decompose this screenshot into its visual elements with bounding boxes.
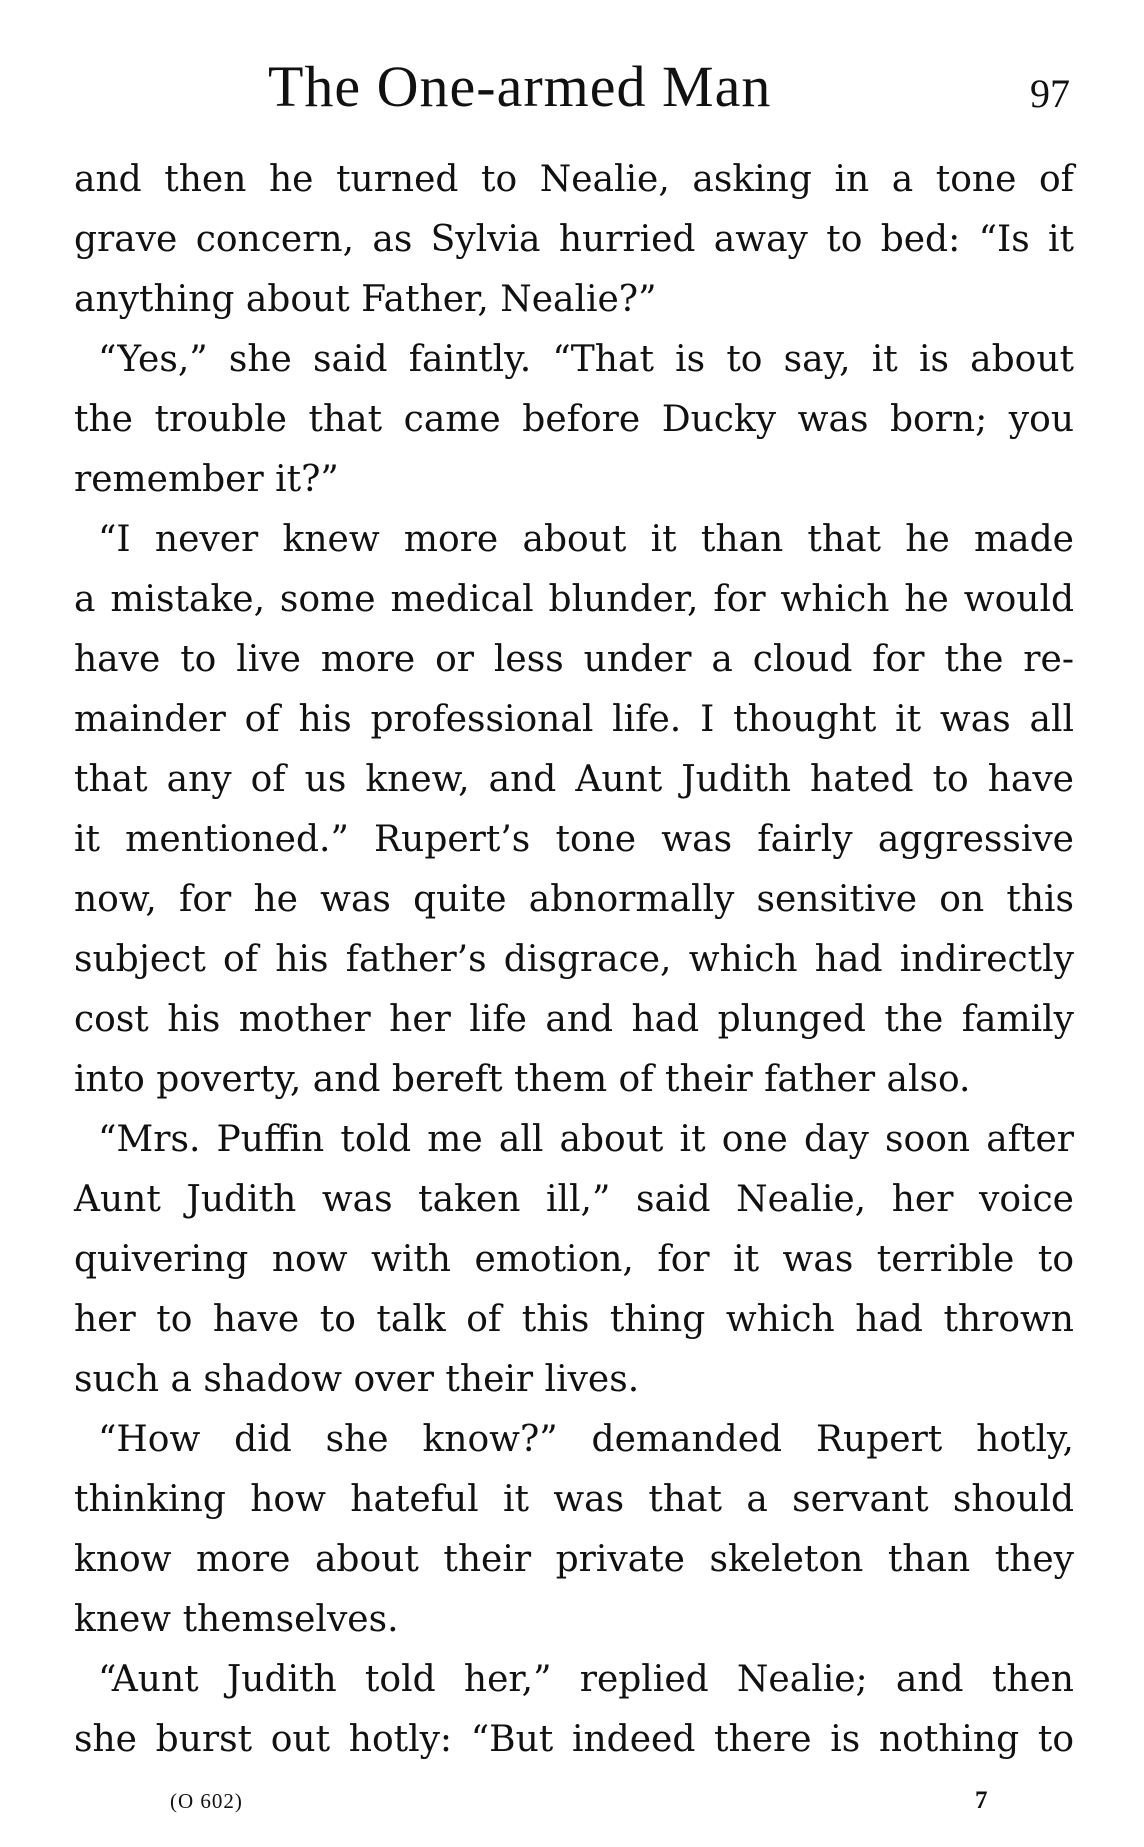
text-line: Aunt Judith was taken ill,” said Nealie, her voice: [74, 1179, 1074, 1220]
text-line: anything about Father, Nealie?”: [74, 279, 657, 320]
running-head: [0, 52, 1144, 122]
text-line: it mentioned.” Rupert’s tone was fairly aggressive: [74, 819, 1074, 860]
text-line: subject of his father’s disgrace, which had indirectly: [74, 939, 1074, 980]
text-line: the trouble that came before Ducky was born; you: [74, 399, 1074, 440]
text-line: now, for he was quite abnormally sensitive on this: [74, 879, 1074, 920]
text-line: and then he turned to Nealie, asking in a tone of: [74, 159, 1074, 200]
text-line: quivering now with emotion, for it was terrible to: [74, 1239, 1074, 1280]
page-footer: [0, 1786, 1144, 1816]
signature-number: 7: [975, 1787, 988, 1814]
text-line: “I never knew more about it than that he made: [98, 519, 1074, 560]
text-line: she burst out hotly: “But indeed there is nothing to: [74, 1719, 1074, 1760]
text-line: cost his mother her life and had plunged the family: [74, 999, 1074, 1040]
text-line: that any of us knew, and Aunt Judith hated to have: [74, 759, 1074, 800]
signature-mark: (O 602): [170, 1789, 243, 1813]
text-line: have to live more or less under a cloud for the re-: [74, 639, 1074, 680]
text-line: thinking how hateful it was that a servant should: [74, 1479, 1074, 1520]
text-line: a mistake, some medical blunder, for which he would: [74, 579, 1074, 620]
text-line: know more about their private skeleton than they: [74, 1539, 1074, 1580]
text-line: “Aunt Judith told her,” replied Nealie; and then: [98, 1659, 1074, 1700]
text-line: into poverty, and bereft them of their father also.: [74, 1059, 971, 1100]
text-line: her to have to talk of this thing which had thrown: [74, 1299, 1074, 1340]
text-line: “How did she know?” demanded Rupert hotly,: [98, 1419, 1074, 1460]
page-number: 97: [1030, 71, 1070, 116]
text-line: “Yes,” she said faintly. “That is to say, it is about: [98, 339, 1074, 380]
text-line: knew themselves.: [74, 1599, 399, 1640]
text-line: grave concern, as Sylvia hurried away to bed: “Is it: [74, 219, 1074, 260]
running-title: The One-armed Man: [268, 54, 772, 119]
text-line: mainder of his professional life. I thought it was all: [74, 699, 1074, 740]
text-line: such a shadow over their lives.: [74, 1359, 640, 1400]
text-line: remember it?”: [74, 459, 339, 500]
body-text: [74, 150, 1074, 1770]
text-line: “Mrs. Puffin told me all about it one day soon after: [98, 1119, 1074, 1160]
